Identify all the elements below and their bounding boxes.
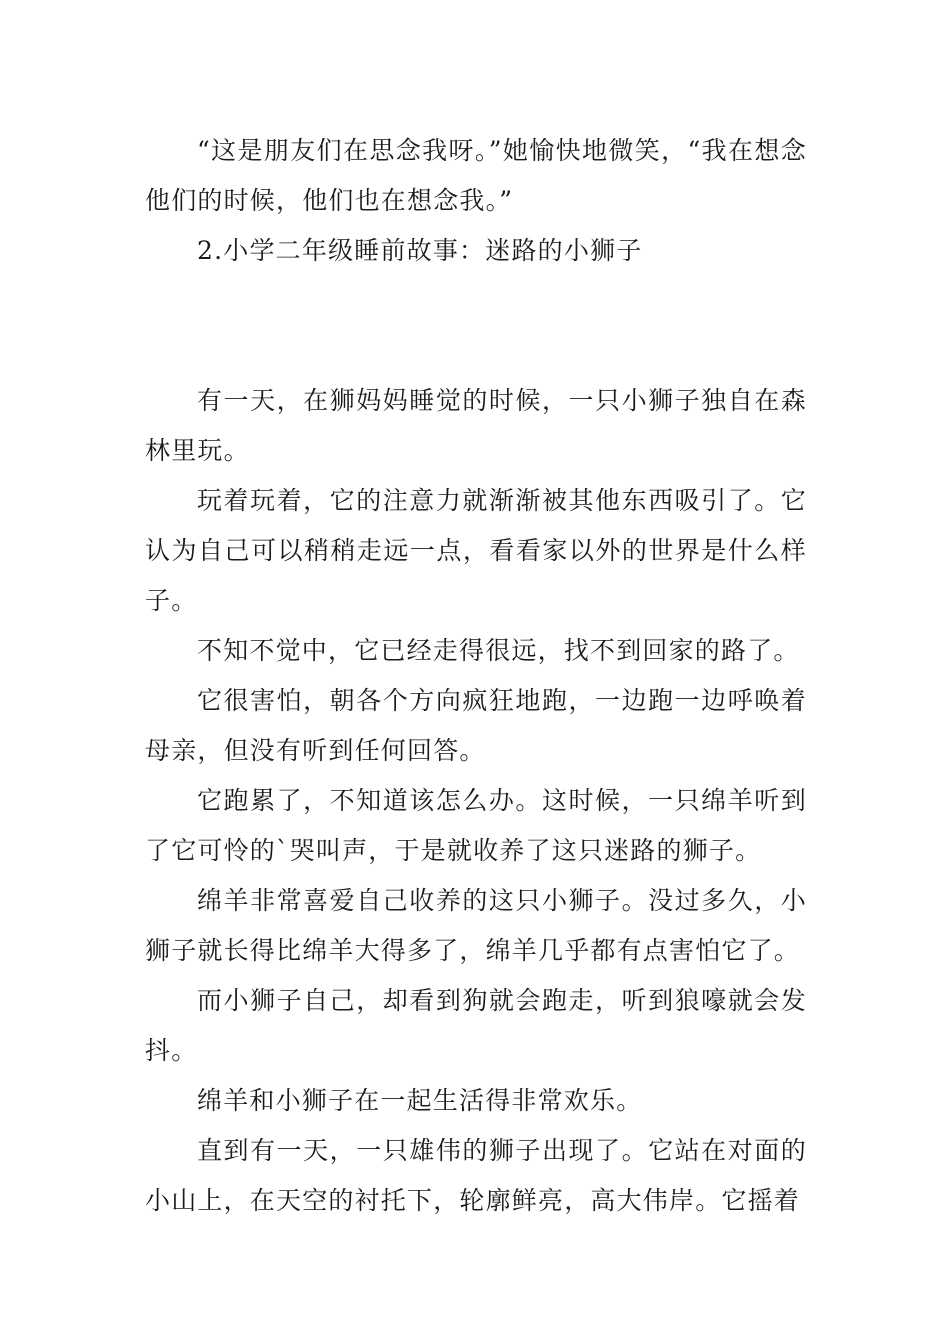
- story-paragraph-3: 不知不觉中，它已经走得很远，找不到回家的路了。: [197, 636, 800, 665]
- story-paragraph-8: 绵羊和小狮子在一起生活得非常欢乐。: [197, 1086, 643, 1115]
- paragraph-quote: “这是朋友们在思念我呀。”她愉快地微笑，“我在想念他们的时候，他们也在想念我。”: [145, 136, 807, 215]
- story-text-block: [145, 376, 807, 1226]
- intro-text-block: [145, 126, 807, 276]
- story-paragraph-4: 它很害怕，朝各个方向疯狂地跑，一边跑一边呼唤着母亲，但没有听到任何回答。: [145, 686, 807, 765]
- story-paragraph-7: 而小狮子自己，却看到狗就会跑走，听到狼嚎就会发抖。: [145, 986, 807, 1065]
- story-paragraph-9: 直到有一天，一只雄伟的狮子出现了。它站在对面的小山上，在天空的衬托下，轮廓鲜亮，高大伟岸。它摇着: [145, 1136, 807, 1215]
- story-paragraph-1: 有一天，在狮妈妈睡觉的时候，一只小狮子独自在森林里玩。: [145, 386, 807, 465]
- story-paragraph-5: 它跑累了，不知道该怎么办。这时候，一只绵羊听到了它可怜的`哭叫声，于是就收养了这只迷路的狮子。: [145, 786, 807, 865]
- section-heading: 2.小学二年级睡前故事：迷路的小狮子: [197, 236, 643, 265]
- story-paragraph-2: 玩着玩着，它的注意力就渐渐被其他东西吸引了。它认为自己可以稍稍走远一点，看看家以外的世界是什么样子。: [145, 486, 807, 615]
- story-paragraph-6: 绵羊非常喜爱自己收养的这只小狮子。没过多久，小狮子就长得比绵羊大得多了，绵羊几乎都有点害怕它了。: [145, 886, 807, 965]
